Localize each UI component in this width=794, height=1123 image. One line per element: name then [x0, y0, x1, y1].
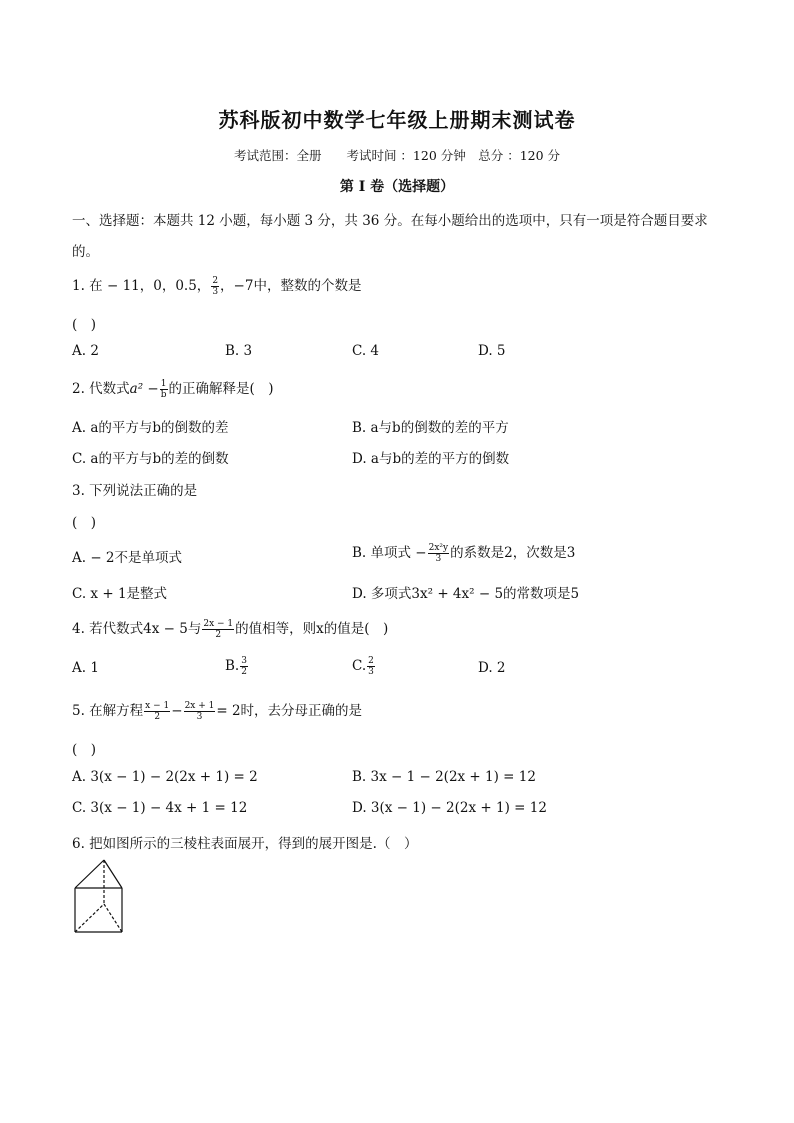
q2-option-b: B. a与b的倒数的差的平方: [352, 420, 509, 436]
question-3-paren: ( ): [72, 515, 97, 531]
fraction: $\frac{3}{2}$: [241, 656, 247, 677]
section-heading: 第 I 卷（选择题）: [339, 179, 455, 195]
q4-option-d: D. 2: [478, 660, 506, 676]
q1-option-d: D. 5: [478, 343, 506, 359]
q2-option-d: D. a与b的差的平方的倒数: [352, 451, 510, 467]
question-2-stem: 2. 代数式a² − $\frac{1}{b}$ 的正确解释是( ): [72, 379, 274, 400]
q4-option-c: C. $\frac{2}{3}$: [352, 656, 374, 677]
q4-option-b: B. $\frac{3}{2}$: [225, 656, 247, 677]
question-4-stem: 4. 若代数式4x − 5与 $\frac{2x - 1}{2}$ 的值相等，则x的值是( ): [72, 619, 389, 640]
q1-option-c: C. 4: [352, 343, 380, 359]
exam-meta: 考试范围：全册 考试时间 ：120 分钟 总分 ：120 分: [233, 148, 561, 163]
question-6-stem: 6. 把如图所示的三棱柱表面展开，得到的展开图是.（ ）: [72, 836, 418, 852]
question-3-stem: 3. 下列说法正确的是: [72, 483, 198, 499]
q2-option-a: A. a的平方与b的倒数的差: [72, 420, 229, 436]
triangular-prism-figure: [70, 858, 130, 942]
fraction: $\frac{x - 1}{2}$: [145, 701, 170, 722]
instructions: 一、选择题：本题共 12 小题，每小题 3 分，共 36 分。在每小题给出的选项中，只有一项是符合题目要求的。: [72, 213, 708, 260]
q4-option-a: A. 1: [72, 660, 99, 676]
question-1-paren: ( ): [72, 317, 97, 333]
q3-option-b: B. 单项式 − $\frac{\text{2x²y}}{3}$ 的系数是2，次数是3: [352, 543, 576, 564]
q1-option-b: B. 3: [225, 343, 253, 359]
q5-option-c: C. 3(x − 1) − 4x + 1 = 12: [72, 800, 248, 816]
fraction: $\frac{2}{3}$: [212, 276, 219, 297]
fraction: $\frac{2x + 1}{3}$: [184, 701, 215, 722]
q1-option-a: A. 2: [72, 343, 99, 359]
question-1-stem: 1. 在 − 11，0，0.5， $\frac{2}{3}$ ，−7中，整数的个数是: [72, 276, 362, 297]
q2-option-c: C. a的平方与b的差的倒数: [72, 451, 229, 467]
q3-option-c: C. x + 1是整式: [72, 586, 168, 602]
question-5-paren: ( ): [72, 742, 97, 758]
q3-option-a: A. − 2不是单项式: [72, 550, 183, 566]
q3-option-d: D. 多项式3x² + 4x² − 5的常数项是5: [352, 586, 580, 602]
fraction: $\frac{1}{b}$: [160, 379, 167, 400]
q5-option-d: D. 3(x − 1) − 2(2x + 1) = 12: [352, 800, 547, 816]
fraction: $\frac{\text{2x²y}}{3}$: [428, 543, 449, 564]
q5-option-b: B. 3x − 1 − 2(2x + 1) = 12: [352, 769, 536, 785]
fraction: $\frac{2}{3}$: [368, 656, 374, 677]
fraction: $\frac{2x - 1}{2}$: [203, 619, 234, 640]
page-title: 苏科版初中数学七年级上册期末测试卷: [218, 108, 576, 132]
q5-option-a: A. 3(x − 1) − 2(2x + 1) = 2: [72, 769, 258, 785]
question-5-stem: 5. 在解方程 $\frac{x - 1}{2}$ − $\frac{2x + 1}{3}$ = 2时，去分母正确的是: [72, 701, 363, 722]
